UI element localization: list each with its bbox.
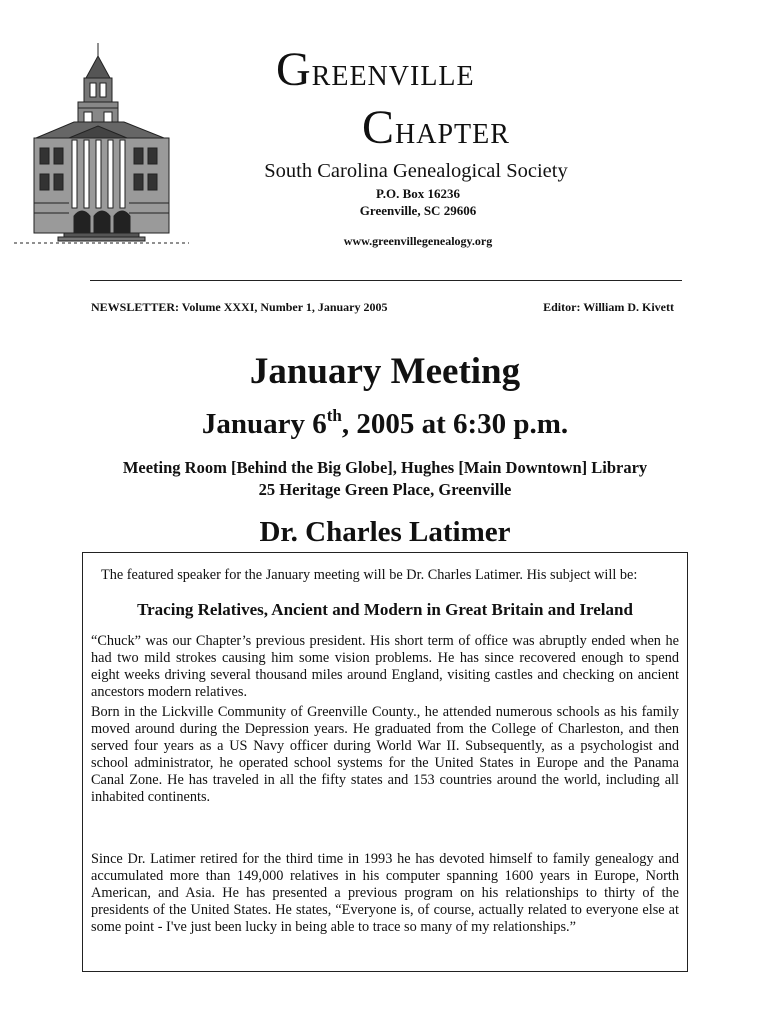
courthouse-logo xyxy=(14,38,189,253)
masthead-chapter-cap: C xyxy=(362,101,396,154)
society-name: South Carolina Genealogical Society xyxy=(264,160,568,182)
masthead-greenville xyxy=(276,43,475,96)
bio-paragraph-3: Since Dr. Latimer retired for the third time in 1993 he has devoted himself to family genealogy and accumulated more than 149,000 relatives in his computer spanning 1600 years in Europe, North American, and Asia. He has presented a previous program on his relationships to thirty of the presidents of the United States. He states, “Everyone is, of course, actually related to everyone else at some point - I've just been lucky in being able to trace so many of my relationships.” xyxy=(91,851,679,935)
meeting-room: Meeting Room [Behind the Big Globe], Hughes [Main Downtown] Library xyxy=(122,458,648,477)
meeting-date-prefix: January 6 xyxy=(201,408,327,440)
header-divider xyxy=(90,280,682,281)
meeting-date xyxy=(0,408,770,441)
talk-subject: Tracing Relatives, Ancient and Modern in Great Britain and Ireland xyxy=(137,600,633,619)
masthead-chapter-rest: HAPTER xyxy=(395,119,510,150)
newsletter-volume: NEWSLETTER: Volume XXXI, Number 1, January 2005 xyxy=(91,300,388,314)
address-po-box: P.O. Box 16236 xyxy=(375,186,461,201)
speaker-bio-box xyxy=(82,552,688,972)
masthead-greenville-cap: G xyxy=(276,43,312,96)
speaker-intro: The featured speaker for the January meeting will be Dr. Charles Latimer. His subject will be: xyxy=(101,567,638,583)
editor-name: Editor: William D. Kivett xyxy=(543,300,674,314)
masthead-greenville-rest: REENVILLE xyxy=(311,61,475,92)
masthead-chapter xyxy=(362,101,510,154)
meeting-heading: January Meeting xyxy=(249,351,521,392)
address-city: Greenville, SC 29606 xyxy=(359,203,477,218)
website-link[interactable]: www.greenvillegenealogy.org xyxy=(343,234,493,248)
speaker-name: Dr. Charles Latimer xyxy=(259,516,511,548)
meeting-date-suffix-ordinal: th xyxy=(326,406,342,425)
meeting-date-time: , 2005 at 6:30 p.m. xyxy=(341,408,569,440)
bio-paragraph-2: Born in the Lickville Community of Greenville County., he attended numerous schools as his family moved around during the Depression years. He graduated from the College of Charleston, and then served four years as a US Navy officer during World War II. Subsequently, as a psychologist and school administrator, he operated school systems for the United States in Europe and the Panama Canal Zone. He has traveled in all the fifty states and 153 countries around the world, including all inhabited continents. xyxy=(91,704,679,805)
meeting-address: 25 Heritage Green Place, Greenville xyxy=(258,480,512,499)
bio-paragraph-1: “Chuck” was our Chapter’s previous president. His short term of office was abruptly ended when he had two mild strokes causing him some vision problems. He has since recovered enough to spend eight weeks driving several thousand miles around England, visiting castles and checking on ancient ancestors modern relatives. xyxy=(91,633,679,700)
